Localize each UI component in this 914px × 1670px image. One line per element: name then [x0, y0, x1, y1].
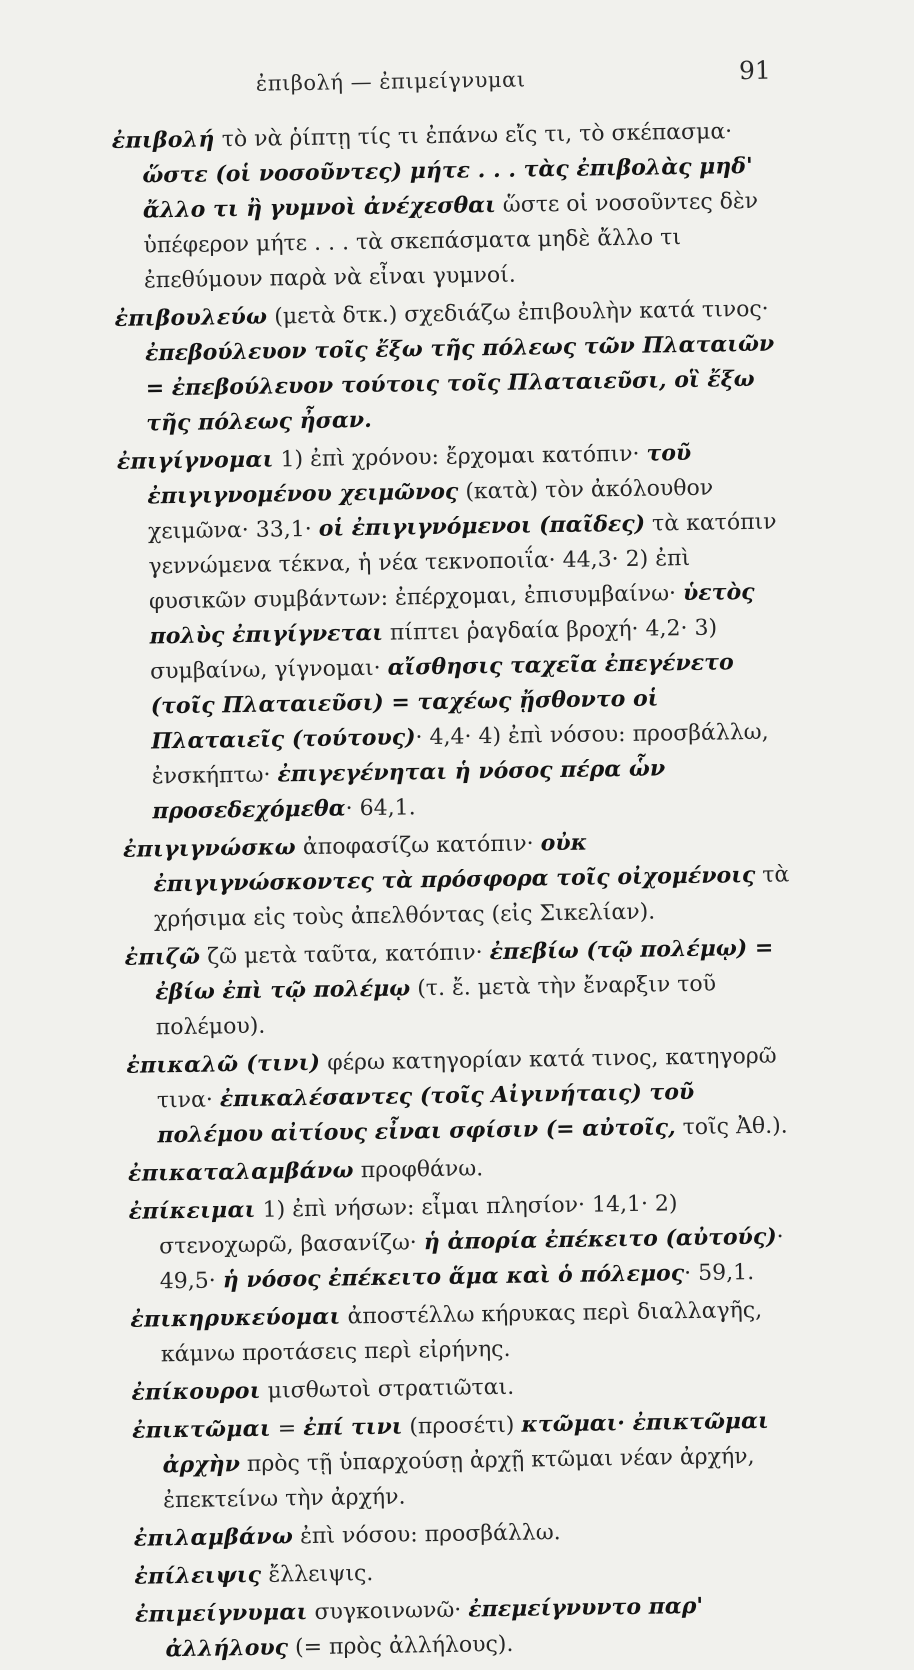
entry-lemma: ἐπιλαμβάνω — [133, 1523, 294, 1552]
entry-definition: (μετὰ δτκ.) σχεδιάζω ἐπιβουλὴν κατά τινος· — [267, 296, 769, 330]
entry-quotation: τοῦ ἐπιγιγνομένου χειμῶνος — [147, 439, 692, 510]
entry-quotation: ἐπιγεγένηται ἡ νόσος πέρα ὧν προσεδεχόμεθα — [152, 755, 666, 825]
entry-epizo — [124, 930, 800, 1046]
entry-definition: · 49,5· — [159, 1224, 784, 1295]
entry-definition: τὸ νὰ ῥίπτῃ τίς τι ἐπάνω εἴς τι, τὸ σκέπασμα· — [214, 119, 733, 153]
entry-lemma: ἐπιγίγνομαι — [116, 446, 274, 475]
entry-definition: ἀποστέλλω κήρυκας περὶ διαλλαγῆς, κάμνω προτάσεις περὶ εἰρήνης. — [160, 1297, 763, 1368]
entry-definition: πίπτει ῥαγδαία βροχή· 4,2· 3) συμβαίνω, γίγνομαι· — [149, 615, 718, 685]
entry-quotation: ἐπί τινι — [303, 1413, 403, 1442]
entry-quotation: ἡ ἀπορία ἐπέκειτο (αὐτούς) — [423, 1223, 777, 1256]
entry-lemma: ἐπίλειψις — [134, 1561, 262, 1590]
entry-lemma: ἐπικηρυκεύομαι — [130, 1303, 341, 1333]
dictionary-entries — [112, 113, 810, 1667]
entry-epigignosko — [123, 822, 799, 938]
entry-epiktomai — [132, 1403, 808, 1519]
entry-quotation: ὑετὸς πολὺς ἐπιγίγνεται — [149, 578, 755, 650]
entry-lemma: ἐπιμείγνυμαι — [134, 1599, 308, 1628]
entry-definition: μισθωτοὶ στρατιῶται. — [260, 1374, 515, 1404]
entry-definition: τοῖς Ἀθ.). — [675, 1113, 788, 1141]
entry-quotation: οἱ ἐπιγιγνόμενοι (παῖδες) — [318, 510, 646, 542]
entry-lemma: ἐπιβολή — [111, 126, 215, 154]
entry-definition: συγκοινωνῶ· — [307, 1597, 469, 1626]
entry-epigignomai — [117, 434, 797, 830]
entry-quotation: οὐκ ἐπιγιγνώσκοντες τὰ πρόσφορα τοῖς οἰχομένοις — [153, 829, 756, 898]
entry-quotation: ὥστε (οἱ νοσοῦντες) μήτε . . . τὰς ἐπιβολὰς μηδ' ἄλλο τι ἢ γυμνοὶ ἀνέχεσθαι — [142, 152, 753, 224]
entry-epikeimai — [128, 1184, 804, 1300]
entry-lemma: ἐπίκουροι — [131, 1377, 261, 1406]
entry-definition: (τ. ἔ. μετὰ τὴν ἔναρξιν τοῦ πολέμου). — [155, 971, 717, 1041]
entry-quotation: αἴσθησις ταχεῖα ἐπεγένετο (τοῖς Πλαταιεῦσι) = ταχέως ᾔσθοντο οἱ Πλαταιεῖς (τούτους) — [150, 649, 734, 755]
entry-epikalo — [126, 1038, 802, 1154]
entry-definition: ζῶ μετὰ ταῦτα, κατόπιν· — [200, 940, 490, 970]
entry-quotation: ἐπεμείγνυντο παρ' ἀλλήλους — [165, 1592, 704, 1663]
entry-lemma: ἐπίκειμαι — [128, 1196, 256, 1225]
entry-quotation: ἐπεβούλευον τοῖς ἔξω τῆς πόλεως τῶν Πλαταιῶν = ἐπεβούλευον τούτοις τοῖς Πλαταιεῦσι, οἳ ἔξω τῆς πόλεως ἦσαν. — [144, 330, 775, 437]
page-header — [111, 53, 785, 100]
entry-definition: τὰ κατόπιν γεννώμενα τέκνα, ἡ νέα τεκνοποιΐα· 44,3· 2) ἐπὶ φυσικῶν συμβάντων: ἐπέρχομαι, ἐπισυμβαίνω· — [148, 509, 777, 615]
entry-definition: · 4,4· 4) ἐπὶ νόσου: προσβάλλω, ἐνσκήπτω· — [151, 719, 769, 790]
entry-lemma: ἐπικαταλαμβάνω — [127, 1157, 354, 1187]
page-number: 91 — [738, 55, 772, 86]
entry-definition: τὰ χρήσιμα εἰς τοὺς ἀπελθόντας (εἰς Σικελίαν). — [153, 862, 790, 933]
entry-quotation: κτῶμαι· ἐπικτῶμαι ἀρχὴν — [162, 1407, 769, 1479]
entry-definition: (κατὰ) τὸν ἀκόλουθον χειμῶνα· 33,1· — [147, 475, 714, 545]
entry-definition: (προσέτι) — [402, 1412, 522, 1440]
entry-definition: · 59,1. — [683, 1260, 755, 1287]
entry-definition: πρὸς τῇ ὑπαρχούσῃ ἀρχῇ κτῶμαι νέαν ἀρχήν, ἐπεκτείνω τὴν ἀρχήν. — [162, 1444, 755, 1514]
entry-definition: προφθάνω. — [353, 1156, 484, 1184]
entry-quotation: ἐπεβίω (τῷ πολέμῳ) = ἐβίω ἐπὶ τῷ πολέμῳ — [155, 934, 774, 1006]
entry-epimeignymai — [135, 1587, 810, 1668]
entry-definition: φέρω κατηγορίαν κατά τινος, κατηγορῶ τινα· — [156, 1043, 777, 1114]
entry-lemma: ἐπικαλῶ (τινι) — [126, 1049, 321, 1079]
entry-definition: 1) ἐπὶ νήσων: εἶμαι πλησίον· 14,1· 2) στενοχωρῶ, βασανίζω· — [159, 1191, 678, 1260]
entry-definition: ἀποφασίζω κατόπιν· — [295, 831, 541, 861]
entry-epibole — [112, 113, 789, 299]
entry-lemma: ἐπιβουλεύω — [114, 303, 268, 332]
entry-definition: ὥστε οἱ νοσοῦντες δὲν ὑπέφερον μήτε . . . τὰ σκεπάσματα μηδὲ ἄλλο τι ἐπεθύμουν παρὰ νὰ εἶναι γυμνοί. — [143, 188, 759, 294]
entry-definition: · 64,1. — [345, 795, 416, 822]
entry-lemma: ἐπιγιγνώσκω — [122, 834, 297, 863]
entry-lemma: ἐπικτῶμαι — [131, 1415, 272, 1444]
entry-definition: 1) ἐπὶ χρόνου: ἔρχομαι κατόπιν· — [273, 441, 647, 473]
entry-epikerykeuomai — [130, 1292, 805, 1373]
entry-lemma: ἐπιζῶ — [124, 943, 201, 971]
entry-quotation: ἡ νόσος ἐπέκειτο ἅμα καὶ ὁ πόλεμος — [222, 1260, 685, 1294]
running-head: ἐπιβολή — ἐπιμείγνυμαι — [255, 67, 526, 96]
entry-definition: = — [270, 1416, 304, 1442]
entry-quotation: ἐπικαλέσαντες (τοῖς Αἰγινήταις) τοῦ πολέμου αἰτίους εἶναι σφίσιν (= αὐτοῖς, — [157, 1078, 695, 1149]
entry-definition: (= πρὸς ἀλλήλους). — [287, 1631, 514, 1661]
entry-definition: ἐπὶ νόσου: προσβάλλω. — [292, 1520, 561, 1550]
entry-epibouleuo — [114, 291, 790, 442]
entry-definition: ἔλλειψις. — [261, 1561, 374, 1588]
